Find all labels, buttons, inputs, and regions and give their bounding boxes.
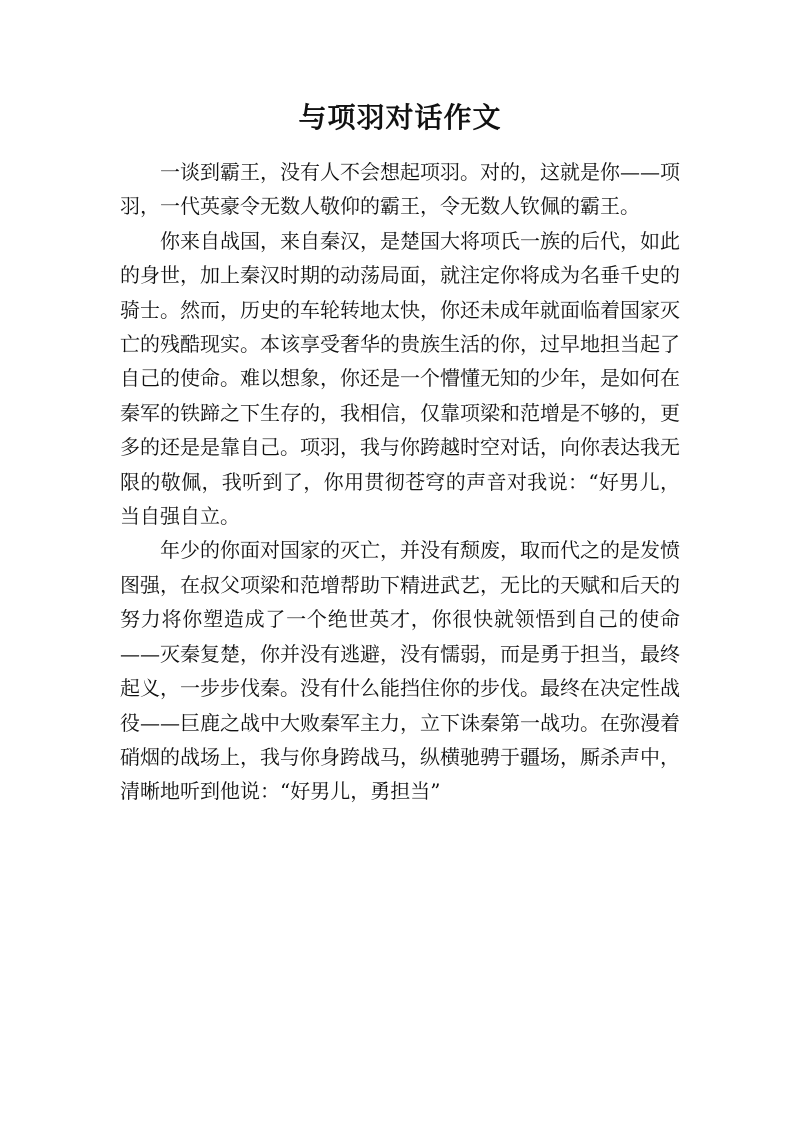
paragraph-1: 一谈到霸王，没有人不会想起项羽。对的，这就是你——项羽，一代英豪令无数人敬仰的霸王，令无数人钦佩的霸王。 (120, 160, 680, 219)
paragraph-2: 你来自战国，来自秦汉，是楚国大将项氏一族的后代，如此的身世，加上秦汉时期的动荡局面，就注定你将成为名垂千史的骑士。然而，历史的车轮转地太快，你还未成年就面临着国家灭亡的残酷现实。本该享受奢华的贵族生活的你，过早地担当起了自己的使命。难以想象，你还是一个懵懂无知的少年，是如何在秦军的铁蹄之下生存的，我相信，仅靠项梁和范增是不够的，更多的还是是靠自己。项羽，我与你跨越时空对话，向你表达我无限的敬佩，我听到了，你用贯彻苍穹的声音对我说：“好男儿，当自强自立。 (120, 228, 680, 529)
paragraph-3: 年少的你面对国家的灭亡，并没有颓废，取而代之的是发愤图强，在叔父项梁和范增帮助下精进武艺，无比的天赋和后天的努力将你塑造成了一个绝世英才，你很快就领悟到自己的使命——灭秦复楚，你并没有逃避，没有懦弱，而是勇于担当，最终起义，一步步伐秦。没有什么能挡住你的步伐。最终在决定性战役——巨鹿之战中大败秦军主力，立下诛秦第一战功。在弥漫着硝烟的战场上，我与你身跨战马，纵横驰骋于疆场，厮杀声中，清晰地听到他说：“好男儿，勇担当” (120, 538, 680, 804)
document-title: 与项羽对话作文 (298, 101, 502, 134)
document-body (120, 155, 680, 809)
